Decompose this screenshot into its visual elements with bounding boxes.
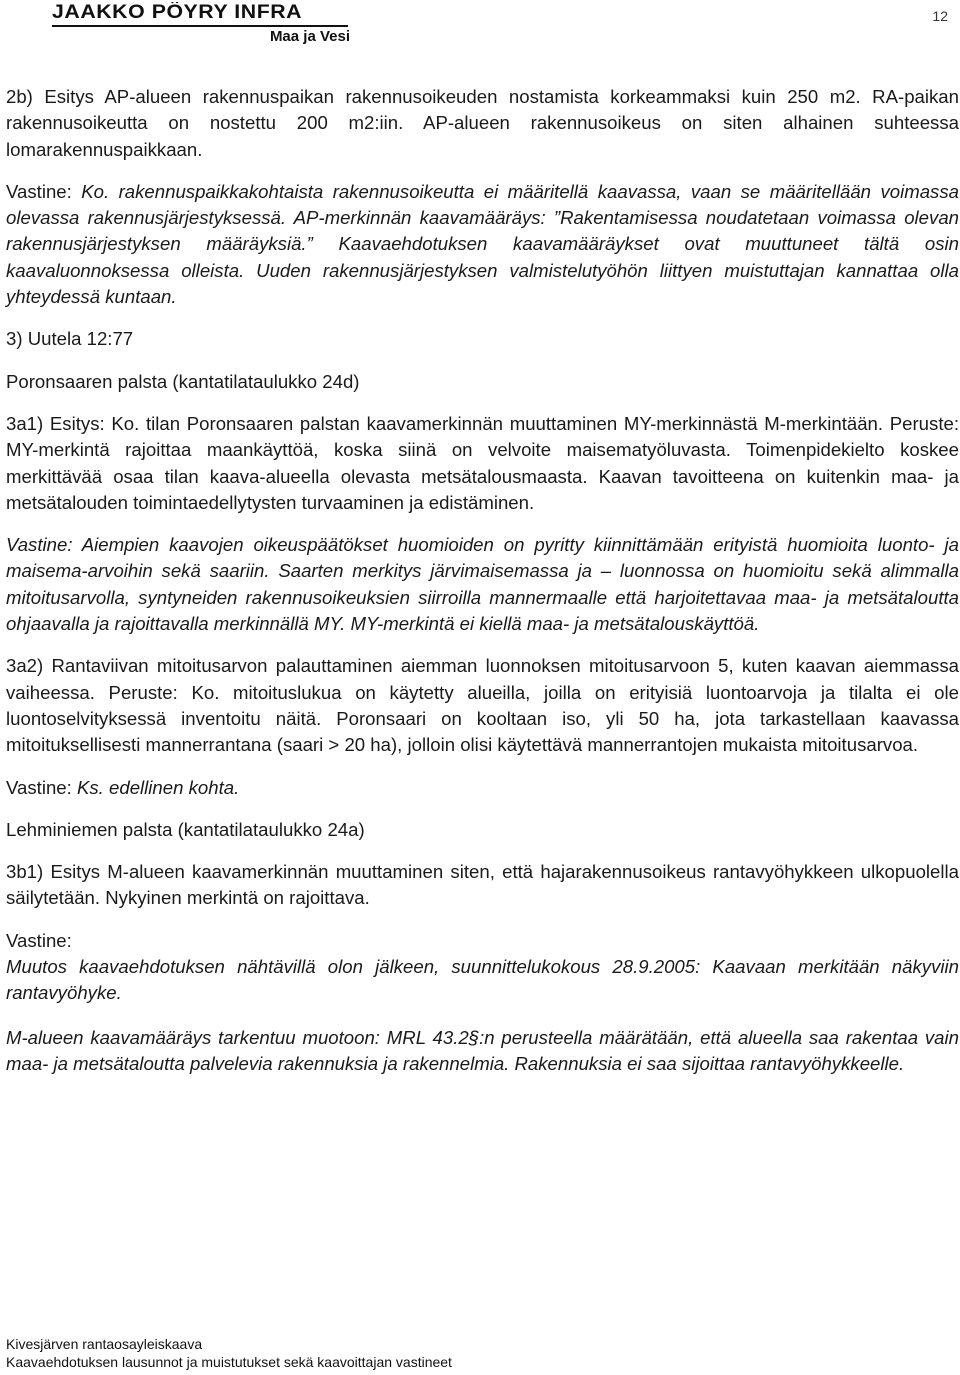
- footer-document-subtitle: Kaavaehdotuksen lausunnot ja muistutukset sekä kaavoittajan vastineet: [6, 1354, 452, 1370]
- logo-division: Maa ja Vesi: [269, 28, 350, 45]
- response-label: Vastine:: [6, 929, 72, 951]
- paragraph-2b: 2b) Esitys AP-alueen rakennuspaikan rakennusoikeuden nostamista korkeammaksi kuin 250 m2. RA-paikan rakennusoikeutta on nostettu 200 m2:iin. AP-alueen rakennusoikeus on siten alhainen suhteessa lomarakennuspaikkaan.: [6, 86, 959, 160]
- response-label: Vastine:: [6, 534, 82, 556]
- company-logo: [52, 2, 350, 45]
- logo-company-name: JAAKKO PÖYRY INFRA: [52, 2, 303, 23]
- response-text: Aiempien kaavojen oikeuspäätökset huomioiden on pyritty kiinnittämään erityistä huomioita luonto- ja maisema-arvoihin sekä saariin. Saarten merkitys järvimaisemassa ja – luonnossa on huomioitu sekä alimmalla mitoitusarvolla, syntyneiden rakennusoikeuksien siirroilla mannermaalle että harjoitettavaa maa- ja metsätaloutta ohjaavalla ja rajoittavalla merkinnällä MY. MY-merkintä ei kiellä maa- ja metsätalouskäyttöä.: [6, 534, 959, 635]
- parcel-heading-lehminiemi: Lehminiemen palsta (kantatilataulukko 24a): [6, 818, 365, 840]
- document-body: [6, 84, 959, 1093]
- logo-rule: [52, 25, 348, 27]
- page-number: 12: [932, 8, 948, 24]
- parcel-heading-poronsaari: Poronsaaren palsta (kantatilataulukko 24d): [6, 370, 360, 392]
- paragraph-2b-response: [6, 179, 959, 310]
- response-label: Vastine:: [6, 180, 82, 202]
- page-footer: [6, 1335, 452, 1371]
- response-label: Vastine:: [6, 776, 77, 798]
- paragraph-3a2-response: [6, 775, 959, 801]
- paragraph-3b1-response-cont: M-alueen kaavamääräys tarkentuu muotoon: MRL 43.2§:n perusteella määrätään, että alueella saa rakentaa vain maa- ja metsätaloutta palvelevia rakennuksia ja rakennelmia. Rakennuksia ei saa sijoittaa rantavyöhykkeelle.: [6, 1026, 959, 1074]
- response-text: Ko. rakennuspaikkakohtaista rakennusoikeutta ei määritellä kaavassa, vaan se määritellään voimassa olevassa rakennusjärjestyksessä. AP-merkinnän kaavamääräys: ”Rakentamisessa noudatetaan voimassa olevan rakennusjärjestyksen määräyksiä.” Kaavaehdotuksen kaavamääräykset ovat muuttuneet tältä osin kaavaluonnoksessa olleista. Uuden rakennusjärjestyksen valmistelutyöhön liittyen muistuttajan kannattaa olla yhteydessä kuntaan.: [6, 180, 959, 308]
- paragraph-3b1: 3b1) Esitys M-alueen kaavamerkinnän muuttaminen siten, että hajarakennusoikeus rantavyöhykkeen ulkopuolella säilytetään. Nykyinen merkintä on rajoittava.: [6, 861, 959, 909]
- response-text: Ks. edellinen kohta.: [76, 776, 240, 798]
- section-heading-3: 3) Uutela 12:77: [6, 328, 134, 350]
- footer-document-title: Kivesjärven rantaosayleiskaava: [6, 1336, 203, 1352]
- paragraph-3a1-response: [6, 532, 959, 637]
- paragraph-3a2: 3a2) Rantaviivan mitoitusarvon palauttaminen aiemman luonnoksen mitoitusarvoon 5, kuten kaavan aiemmassa vaiheessa. Peruste: Ko. mitoituslukua on käytetty alueilla, joilla on erityisiä luontoarvoja ja tilalta ei ole luontoselvityksessä inventoitu näitä. Poronsaari on kooltaan iso, yli 50 ha, jota tarkastellaan kaavassa mitoituksellisesti mannerrantana (saari > 20 ha), jolloin olisi käytettävä mannerrantojen mukaista mitoitusarvoa.: [6, 655, 959, 756]
- response-text: Muutos kaavaehdotuksen nähtävillä olon jälkeen, suunnittelukokous 28.9.2005: Kaavaan merkitään näkyviin rantavyöhyke.: [6, 956, 959, 1004]
- paragraph-3b1-response: [6, 928, 959, 1007]
- paragraph-3a1: 3a1) Esitys: Ko. tilan Poronsaaren palstan kaavamerkinnän muuttaminen MY-merkinnästä M-merkintään. Peruste: MY-merkintä rajoittaa maankäyttöä, koska siinä on velvoite maisematyöluvasta. Toimenpidekielto koskee merkittävää osaa tilan kaava-alueella olevasta metsätalousmaasta. Kaavan tavoitteena on kuitenkin maa- ja metsätalouden toimintaedellytysten turvaaminen ja edistäminen.: [6, 412, 959, 513]
